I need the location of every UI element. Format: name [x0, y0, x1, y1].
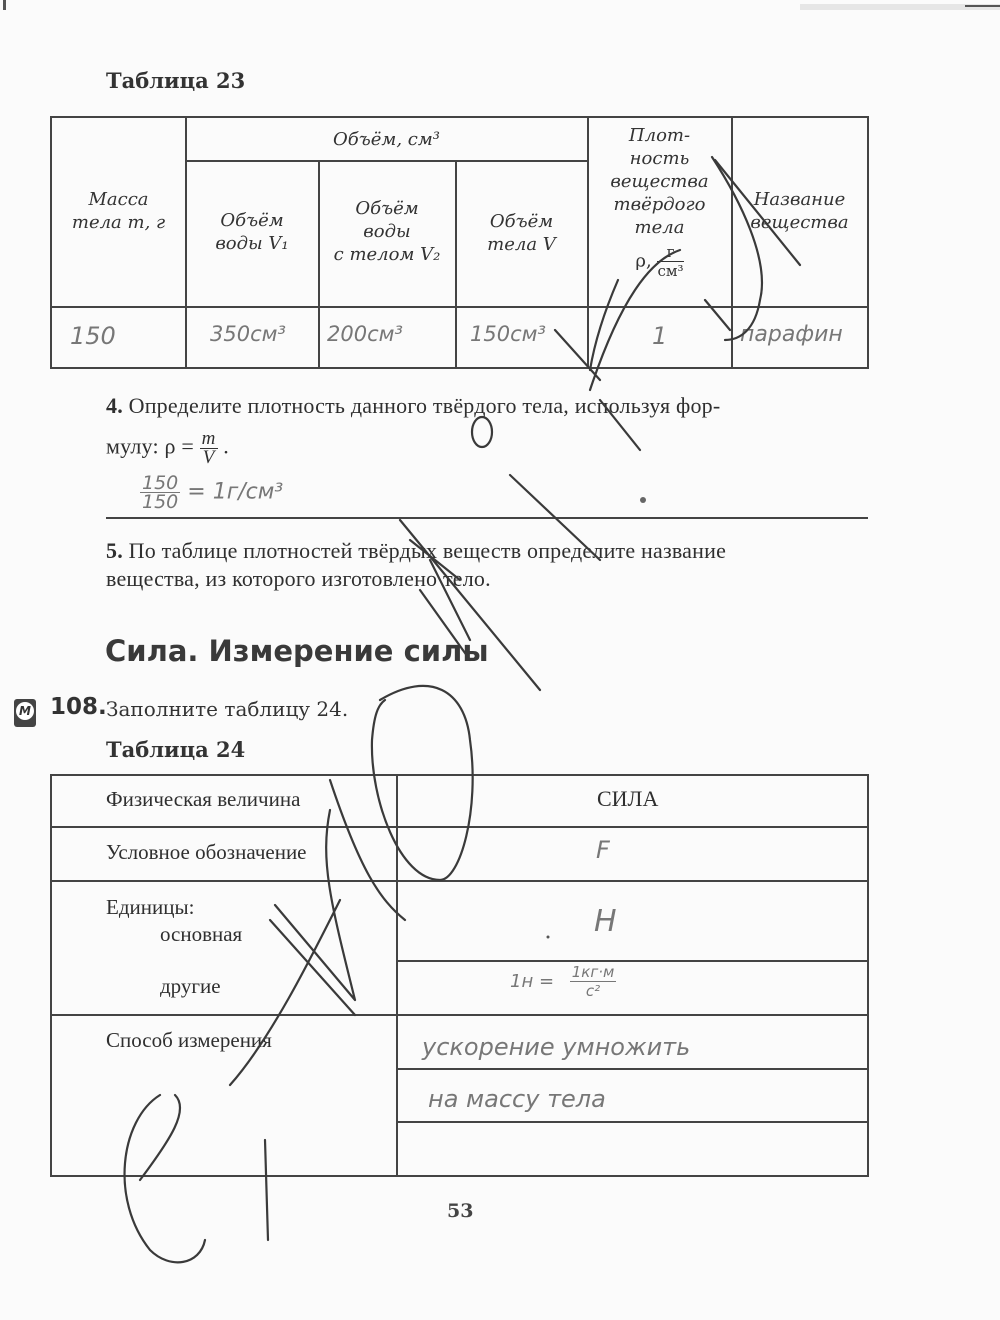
- task5-number: 5.: [106, 538, 123, 563]
- task5-text-line2: вещества, из которого изготовлено тело.: [106, 566, 491, 591]
- header-density: Плот- ность вещества твёрдого тела ρ, $\frac{г}{\text{см³}}$: [610, 125, 709, 280]
- row-method-label: Способ измерения: [106, 1028, 272, 1052]
- cell-density[interactable]: 1: [652, 322, 668, 350]
- task108-number: 108.: [50, 694, 107, 720]
- header-v: Объём тела V: [487, 211, 556, 255]
- page-edge-mark: [3, 0, 6, 10]
- table23-title: Таблица 23: [106, 68, 246, 93]
- header-volume-group: Объём, см³: [333, 129, 440, 150]
- header-substance-name: Название вещества: [750, 189, 849, 233]
- answer-denominator: 150: [142, 491, 179, 513]
- row-units-other-value[interactable]: 1н = $\frac{1кг\cdot м}{\text{с²}}$: [510, 963, 615, 1000]
- formula-denominator: V: [202, 447, 215, 468]
- density-symbol: ρ,: [635, 250, 652, 272]
- cell-v2[interactable]: 200см³: [327, 322, 403, 346]
- row-units-main-label: основная: [160, 922, 243, 946]
- task5-text: 5. По таблице плотностей твёрдых веществ определите название: [106, 538, 727, 563]
- cell-substance-name[interactable]: парафин: [740, 322, 843, 347]
- scribble-stroke-1: [265, 1140, 268, 1240]
- row-physical-quantity-label: Физическая величина: [106, 787, 301, 811]
- scribble-small-o: [472, 417, 492, 447]
- task108-text: Заполните таблицу 24.: [106, 697, 349, 721]
- density-unit-den: см³: [657, 262, 684, 280]
- methodical-badge: [14, 699, 36, 727]
- scribble-stroke-3: [330, 780, 405, 920]
- header-mass: Масса тела m, г: [71, 189, 166, 233]
- row-physical-quantity-value[interactable]: СИЛА: [597, 786, 659, 811]
- section-title: Сила. Измерение силы: [105, 634, 489, 668]
- row-symbol-label: Условное обозначение: [106, 840, 307, 864]
- row-units-label: Единицы:: [106, 895, 195, 919]
- scribble-letter-e: [125, 1095, 205, 1262]
- scribble-dot-2: [547, 936, 550, 939]
- badge-circle: М: [16, 702, 34, 720]
- page-number: 53: [447, 1200, 474, 1222]
- task4-answer[interactable]: [140, 474, 283, 511]
- header-v1: Объём воды V₁: [215, 210, 289, 254]
- task4-text: 4. Определите плотность данного твёрдого тела, используя фор-: [106, 393, 721, 418]
- cell-v[interactable]: 150см³: [470, 322, 546, 346]
- task4-formula: мулу: ρ = $\frac{m}{V}$ .: [106, 428, 229, 468]
- page-edge-line: [965, 5, 1000, 7]
- task4-answer-line: [106, 517, 868, 519]
- scribble-stroke-2: [270, 920, 355, 1015]
- row-units-main-value[interactable]: Н: [594, 904, 617, 939]
- row-method-value-line2[interactable]: на массу тела: [428, 1085, 606, 1113]
- scribble-dot: [640, 497, 646, 503]
- answer-result: = 1г/см³: [187, 479, 284, 505]
- header-v2: Объём воды с телом V₂: [333, 198, 441, 265]
- scribble-letter-o: [372, 686, 473, 880]
- answer-numerator: 150: [142, 472, 179, 494]
- row-symbol-value[interactable]: F: [596, 836, 610, 864]
- task4-number: 4.: [106, 393, 123, 418]
- row-units-other-label: другие: [160, 974, 221, 998]
- cell-mass[interactable]: 150: [70, 322, 116, 350]
- density-unit-num: г: [657, 243, 683, 262]
- cell-v1[interactable]: 350см³: [210, 322, 286, 346]
- row-method-value-line1[interactable]: ускорение умножить: [422, 1033, 691, 1061]
- table24-title: Таблица 24: [106, 737, 246, 762]
- formula-numerator: m: [201, 428, 216, 449]
